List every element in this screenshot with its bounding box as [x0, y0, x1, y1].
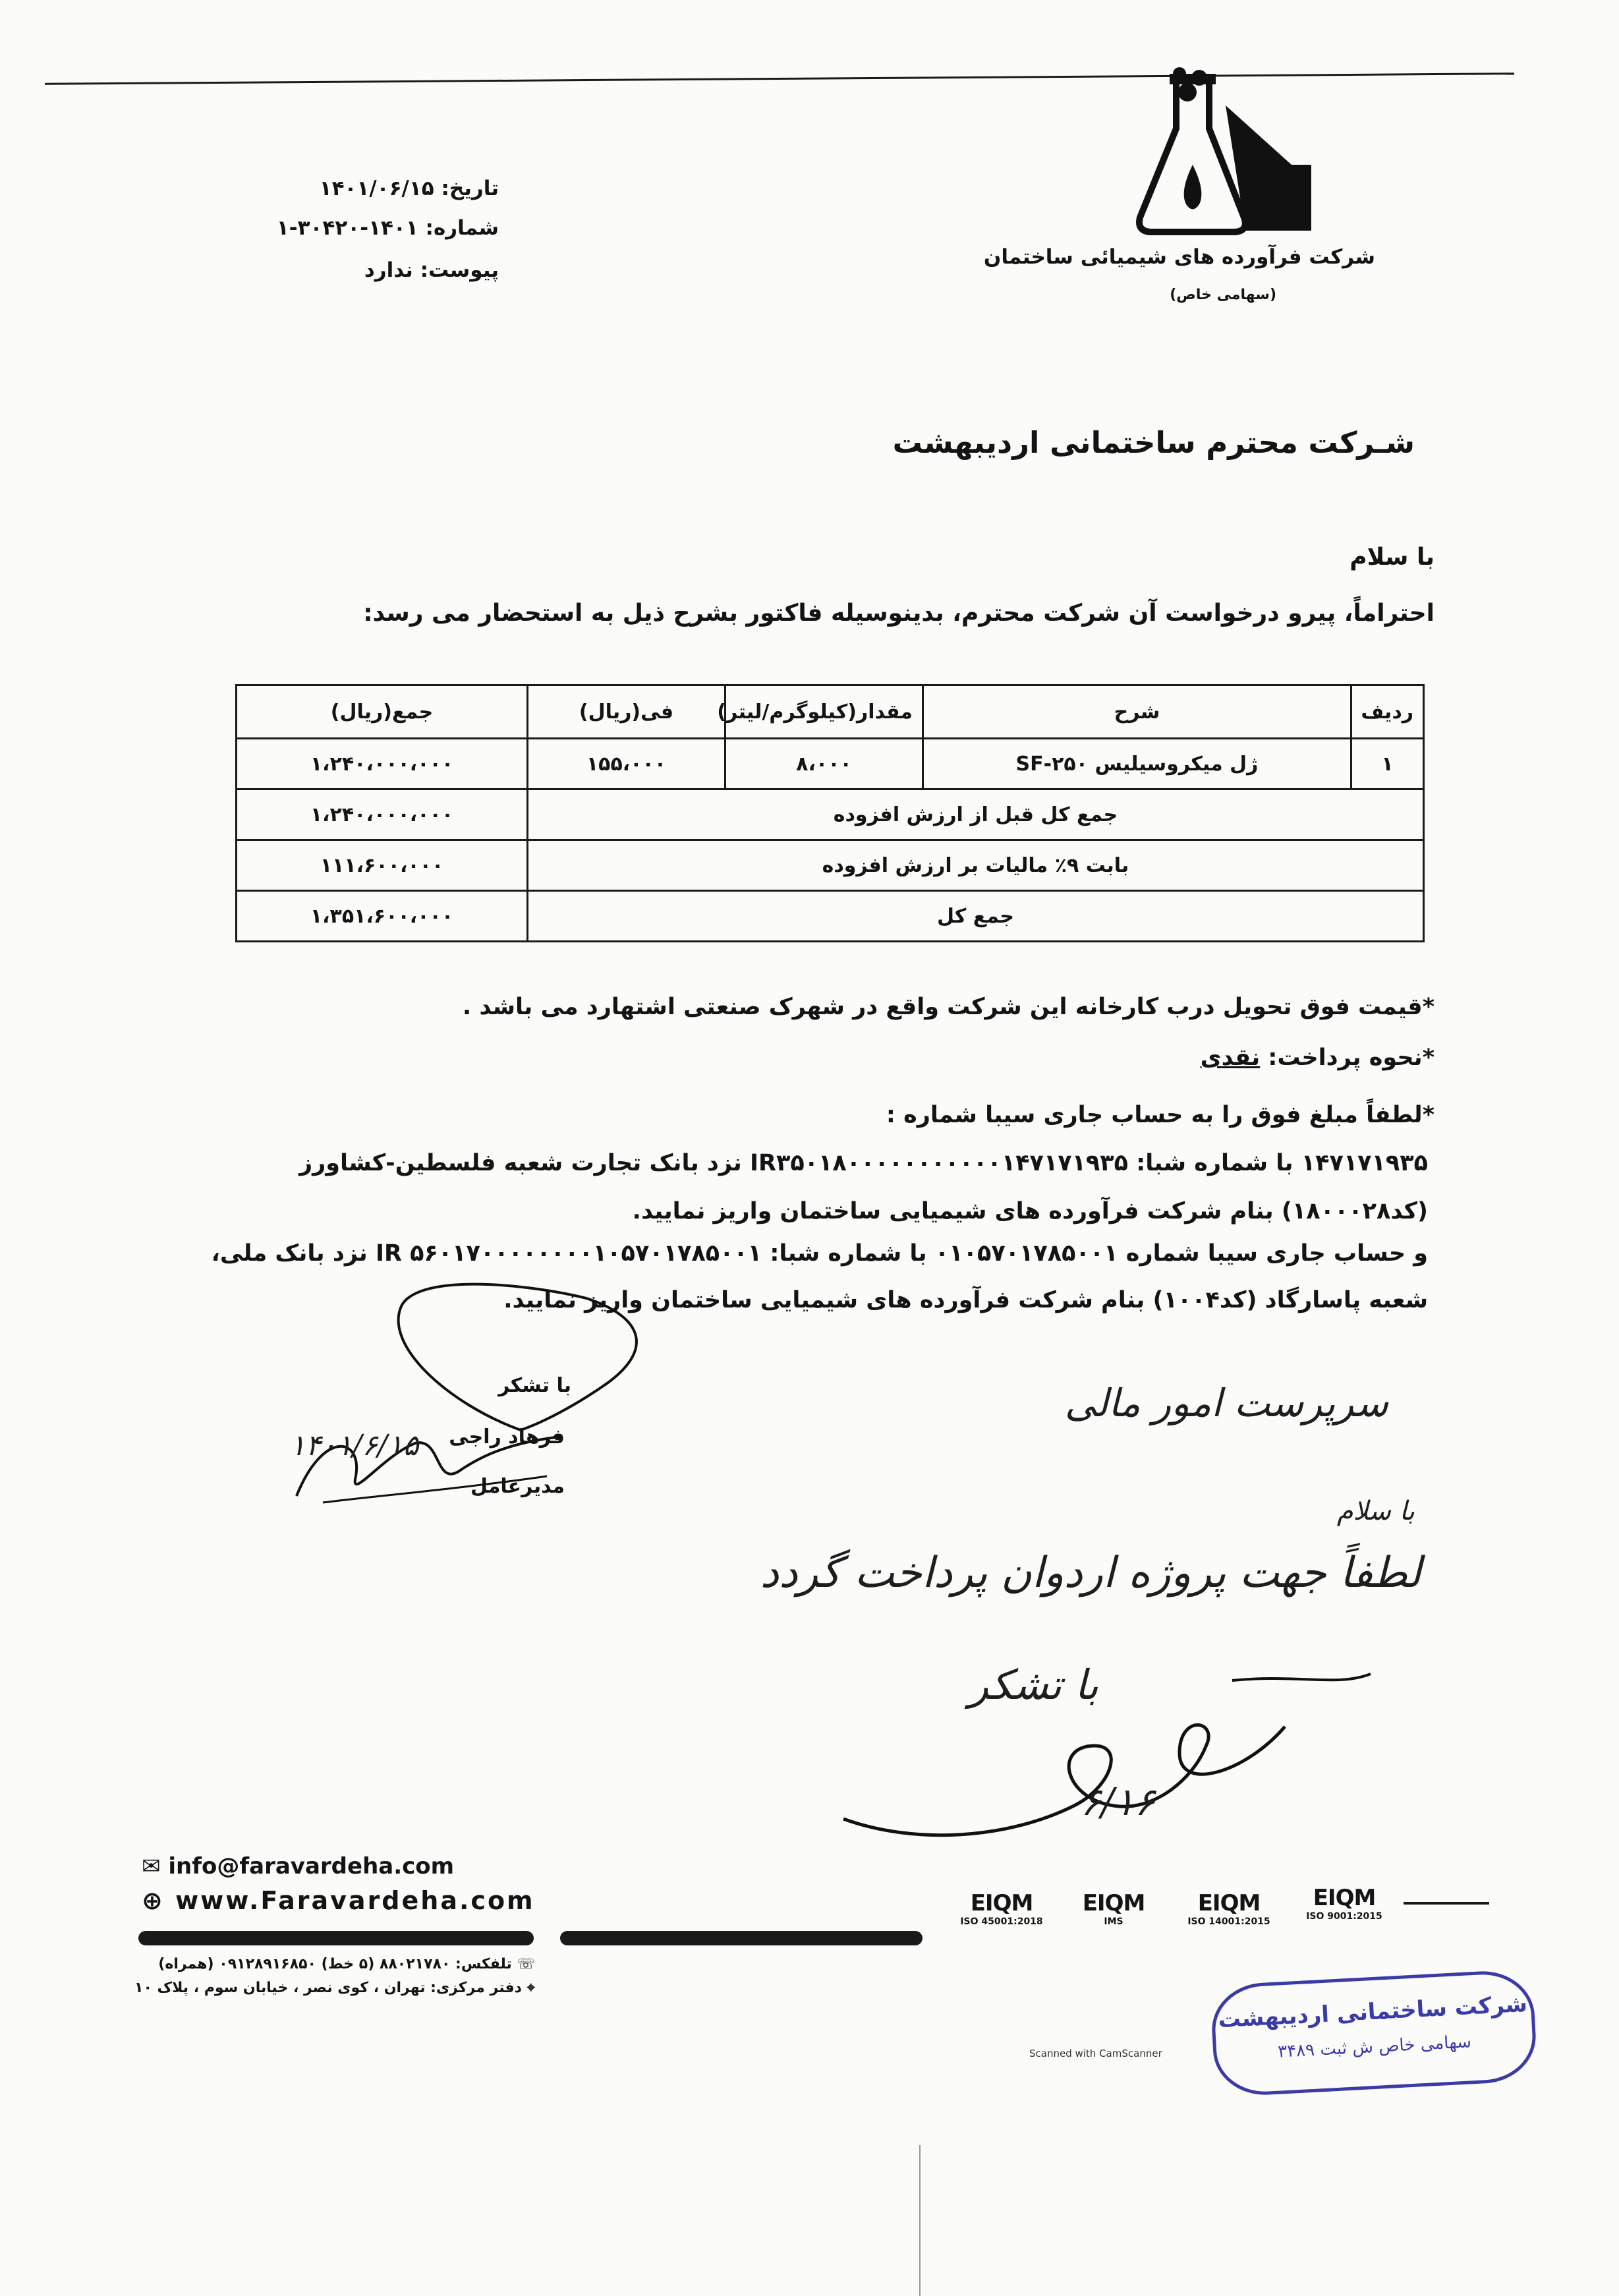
- phone-icon: ☏: [517, 1956, 535, 1972]
- address-text: دفتر مرکزی: تهران ، کوی نصر ، خیابان سوم ، پلاک ۱۰: [134, 1980, 522, 1996]
- cert-logo-1: EIQM: [970, 1890, 1033, 1916]
- hand-note-thanks: با تشکر: [969, 1661, 1098, 1709]
- table-header-row: [237, 685, 1424, 739]
- invoice-table: [235, 684, 1425, 942]
- account-line-2: (کد۱۸۰۰۰۲۸) بنام شرکت فرآورده های شیمیایی ساختمان واریز نمایید.: [632, 1198, 1428, 1224]
- attachment-label: پیوست:: [420, 258, 499, 282]
- hand-date: ۱۴۰۱/۶/۱۵: [290, 1429, 419, 1462]
- footer-rule-mid: [560, 1931, 923, 1945]
- date-value: ۱۴۰۱/۰۶/۱۵: [319, 177, 434, 200]
- cert-standard-2: IMS: [1104, 1916, 1123, 1927]
- footer-phone: [158, 1956, 535, 1972]
- header-quantity: مقدار(کیلوگرم/لیتر): [725, 685, 923, 739]
- grand-total-value: ۱،۳۵۱،۶۰۰،۰۰۰: [237, 891, 528, 942]
- date-line: [320, 177, 499, 200]
- subtotal-row: [237, 789, 1424, 840]
- globe-icon: ⊕: [142, 1886, 165, 1915]
- hand-note-instruction: لطفاً جهت پروژه اردوان پرداخت گردد: [760, 1549, 1421, 1597]
- cert-iso9001: [1301, 1885, 1387, 1922]
- account-intro: *لطفاً مبلغ فوق را به حساب جاری سیبا شماره :: [886, 1102, 1434, 1128]
- vat-row: [237, 840, 1424, 891]
- company-name: شرکت فرآورده های شیمیائی ساختمان: [983, 245, 1375, 269]
- account-line-4: شعبه پاسارگاد (کد۱۰۰۴) بنام شرکت فرآورده های شیمیایی ساختمان واریز نمایید.: [503, 1287, 1428, 1313]
- footer-rule-left: [138, 1931, 534, 1945]
- approver-signature-icon: [837, 1648, 1377, 1865]
- attachment-line: [364, 258, 499, 282]
- attachment-value: ندارد: [364, 258, 413, 282]
- mail-icon: ✉: [142, 1853, 161, 1880]
- header-total: جمع(ریال): [237, 685, 528, 739]
- intro-paragraph: احتراماً، پیرو درخواست آن شرکت محترم، بدینوسیله فاکتور بشرح ذیل به استحضار می رسد:: [363, 600, 1434, 627]
- footer-address: [134, 1980, 535, 1996]
- stamp-line-1: شرکت ساختمانی اردیبهشت: [1217, 1990, 1528, 2034]
- payment-value: نقدی: [1200, 1045, 1261, 1071]
- company-stamp: [1210, 1968, 1538, 2097]
- email-text: info@faravardeha.com: [168, 1853, 455, 1880]
- cert-iso45001: [959, 1890, 1044, 1927]
- header-unit-price: فی(ریال): [528, 685, 725, 739]
- account-line-3: و حساب جاری سیبا شماره ۰۱۰۵۷۰۱۷۸۵۰۰۱ با شماره شبا: IR ۵۶۰۱۷۰۰۰۰۰۰۰۰۱۰۵۷۰۱۷۸۵۰۰۱ نزد بانک ملی،: [211, 1240, 1428, 1267]
- greeting: با سلام: [1349, 544, 1434, 571]
- table-row: [237, 739, 1424, 789]
- cert-standard-4: ISO 9001:2015: [1306, 1911, 1382, 1922]
- grand-total-label: جمع کل: [528, 891, 1424, 942]
- cert-logo-4: EIQM: [1313, 1885, 1376, 1911]
- payment-method-line: [1201, 1045, 1434, 1071]
- row-total: ۱،۲۴۰،۰۰۰،۰۰۰: [237, 739, 528, 789]
- stamp-line-2: سهامی خاص ش ثبت ۳۴۸۹: [1277, 2032, 1472, 2062]
- grand-total-row: [237, 891, 1424, 942]
- scanned-watermark: Scanned with CamScanner: [1029, 2048, 1162, 2059]
- website-text: www.Faravardeha.com: [175, 1886, 535, 1915]
- header-description: شرح: [923, 685, 1351, 739]
- cert-iso14001: [1186, 1890, 1272, 1927]
- row-index: ۱: [1351, 739, 1424, 789]
- date-label: تاریخ:: [441, 177, 499, 200]
- recipient-title: شـرکت محترم ساختمانی اردیبهشت: [892, 425, 1415, 460]
- footer-email: [142, 1853, 454, 1880]
- header-index: ردیف: [1351, 685, 1424, 739]
- row-unit-price: ۱۵۵،۰۰۰: [528, 739, 725, 789]
- vat-label: بابت ۹٪ مالیات بر ارزش افزوده: [528, 840, 1424, 891]
- cert-standard-1: ISO 45001:2018: [960, 1916, 1043, 1927]
- payment-label: *نحوه پرداخت:: [1268, 1045, 1434, 1071]
- signer-title: مدیرعامل: [470, 1475, 565, 1498]
- row-description: ژل میکروسیلیس ۲۵۰-SF: [923, 739, 1351, 789]
- number-line: [277, 216, 499, 240]
- phone-text: تلفکس: ۸۸۰۲۱۷۸۰ (۵ خط) ۰۹۱۲۸۹۱۶۸۵۰ (همراه): [158, 1956, 512, 1972]
- cert-logo-3: EIQM: [1197, 1890, 1261, 1916]
- hand-note-finance: سرپرست امور مالی: [1064, 1381, 1388, 1425]
- signer-name: فرهاد راجی: [449, 1425, 565, 1449]
- subtotal-label: جمع کل قبل از ارزش افزوده: [528, 789, 1424, 840]
- signer-thanks: با تشکر: [498, 1374, 571, 1397]
- price-note: *قیمت فوق تحویل درب کارخانه این شرکت واقع در شهرک صنعتی اشتهارد می باشد .: [462, 994, 1434, 1020]
- vat-value: ۱۱۱،۶۰۰،۰۰۰: [237, 840, 528, 891]
- cert-logo-2: EIQM: [1082, 1890, 1145, 1916]
- account-line-1: ۱۴۷۱۷۱۹۳۵ با شماره شبا: IR۳۵۰۱۸۰۰۰۰۰۰۰۰۰۰۰۱۴۷۱۷۱۹۳۵ نزد بانک تجارت شعبه فلسطین-کشاورز: [299, 1150, 1428, 1176]
- subtotal-value: ۱،۲۴۰،۰۰۰،۰۰۰: [237, 789, 528, 840]
- cert-standard-3: ISO 14001:2015: [1187, 1916, 1270, 1927]
- company-logo-icon: [1114, 66, 1331, 244]
- cert-ims: [1071, 1890, 1156, 1927]
- hand-note-greeting: با سلام: [1336, 1496, 1415, 1526]
- hand-note-date: ۶/۱۶: [1081, 1779, 1155, 1824]
- row-quantity: ۸،۰۰۰: [725, 739, 923, 789]
- company-type: (سهامی خاص): [1170, 287, 1276, 303]
- scan-artifact-line: [919, 2145, 921, 2296]
- footer-rule-right: [1404, 1902, 1489, 1905]
- number-label: شماره:: [425, 216, 499, 240]
- footer-website: [142, 1886, 535, 1915]
- number-value: ۱۴۰۱-۳۰۴۲۰-۱: [276, 216, 418, 240]
- location-icon: ⌖: [526, 1980, 535, 1996]
